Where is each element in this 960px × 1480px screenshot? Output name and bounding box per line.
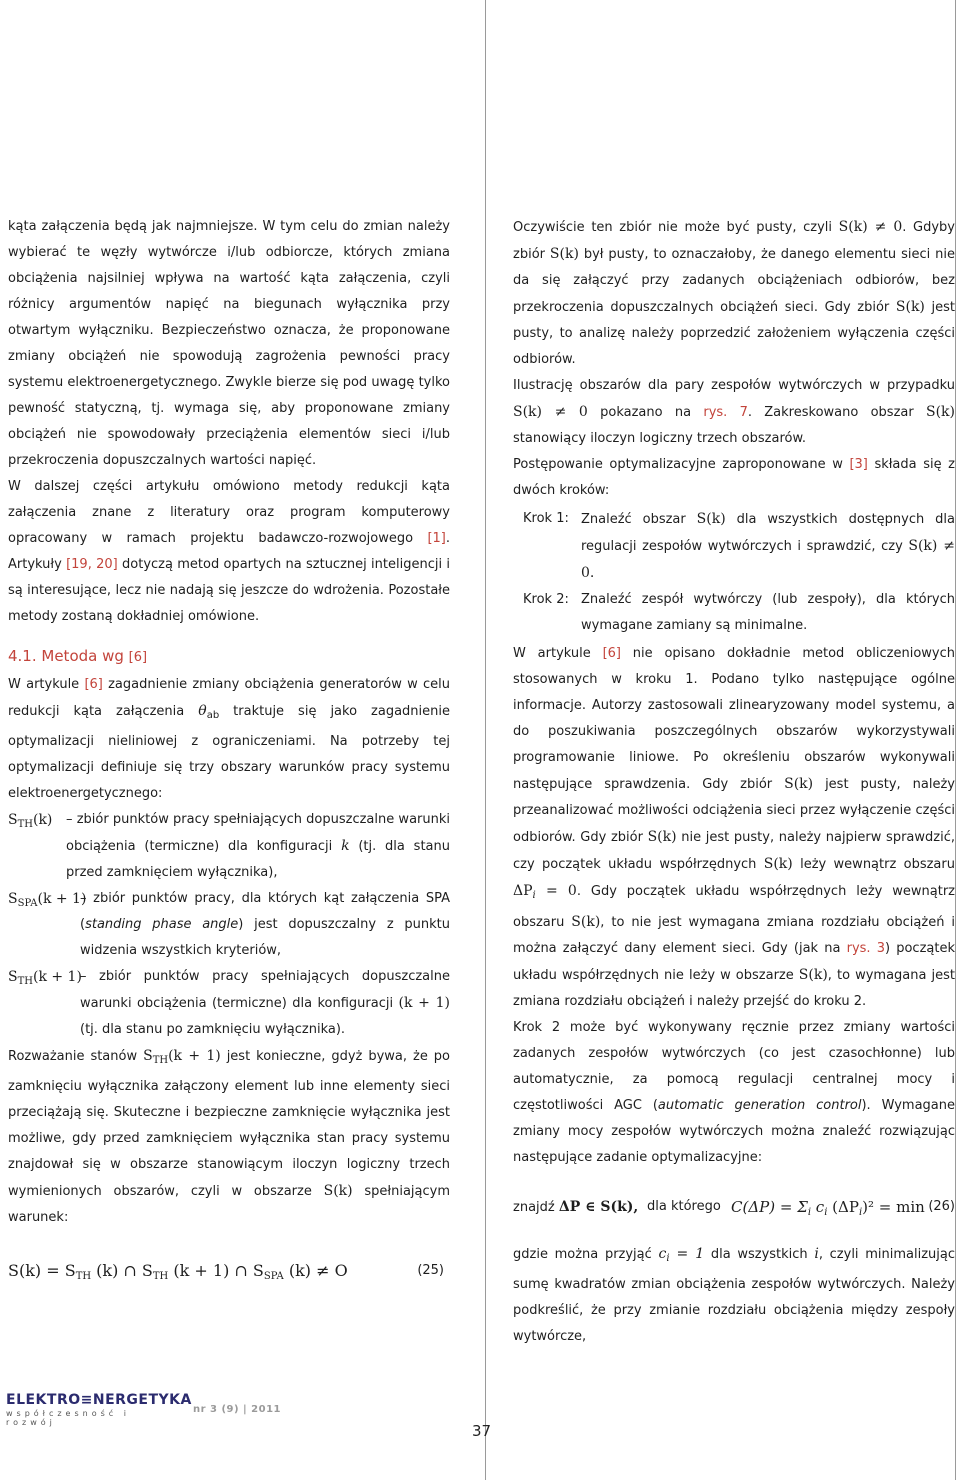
step-2: Krok 2: Znaleźć zespół wytwórczy (lub zespoły), dla których wymagane zamiany są minimalne. [523, 592, 955, 633]
paragraph-r2: Ilustrację obszarów dla pary zespołów wytwórczych w przypadku S(k) ≠ 0 pokazano na rys. 7. Zakreskowano obszar S(k) stanowiący iloczyn logiczny trzech obszarów. [513, 378, 955, 446]
definition-sth-k: $S_{TH}(k)$ – zbiór punktów pracy spełniających dopuszczalne warunki obciążenia (termiczne) dla konfiguracji k (tj. dla stanu przed zamknięciem wyłącznika), [8, 812, 450, 880]
steps-list [513, 506, 955, 639]
citation-link[interactable]: [19, 20] [66, 557, 118, 572]
column-rule-left [485, 0, 486, 1480]
figure-link[interactable]: rys. 7 [703, 405, 748, 420]
equation-number: (26) [928, 1199, 955, 1214]
definition-sth-k1: $S_{TH}(k + 1)$ – zbiór punktów pracy spełniających dopuszczalne warunki obciążenia (termiczne) dla konfiguracji (k + 1) (tj. dla stanu po zamknięciu wyłącznika). [8, 969, 450, 1037]
paragraph-3: W artykule [6] zagadnienie zmiany obciążenia generatorów w celu redukcji kąta załączenia $\theta_{ab}$ traktuje się jako zagadnienie optymalizacji nieliniowej z ograniczeniami. Na potrzeby tej optymalizacji definiuje się trzy obszary warunków pracy systemu elektroenergetycznego: [8, 677, 450, 801]
definition-sspa: $S_{SPA}(k + 1)$ – zbiór punktów pracy, dla których kąt załączenia SPA (standing phase angle) jest dopuszczalny z punktu widzenia wszystkich kryteriów, [8, 891, 450, 958]
equation-number: (25) [417, 1263, 444, 1278]
paragraph-r3: Postępowanie optymalizacyjne zaproponowane w [3] składa się z dwóch kroków: [513, 457, 955, 498]
equation-26: znajdź ΔP ∈ S(k), dla którego $C(\Delta P) = \Sigma_i$ $c_i$ $(\Delta P_i)^2 = \min$ (26) [513, 1177, 955, 1237]
citation-link[interactable]: [1] [427, 531, 446, 546]
paragraph-r1: Oczywiście ten zbiór nie może być pusty, czyli S(k) ≠ 0. Gdyby zbiór S(k) był pusty, to oznaczałoby, że danego elementu sieci nie da się załączyć przy zadanych obciążeniach odbiorów, bez przekroczenia dopuszczalnych obciążeń sieci. Gdy zbiór S(k) jest pusty, to analizę należy poprzedzić założeniem wyłączenia części odbiorów. [513, 219, 955, 367]
paragraph-1: kąta załączenia będą jak najmniejsze. W tym celu do zmian należy wybierać te węzły wytwórcze i/lub odbiorcze, których zmiana obciążenia najsilniej wpływa na wartość kąta załączenia, czyli różnicy argumentów napięć na biegunach wyłącznika przy otwartym wyłączniku. Bezpieczeństwo oznacza, że proponowane zmiany obciążeń nie spowodują zagrożenia pewności pracy systemu elektroenergetycznego. Zwykle bierze się pod uwagę tylko pewność statyczną, tj. wymaga się, aby proponowane zmiany obciążeń nie spowodowały przeciążenia elementów sieci i/lub przekroczenia dopuszczalnych wartości napięć. [8, 219, 450, 468]
section-heading: 4.1. Metoda wg [6] [8, 647, 148, 665]
step-1: Krok 1: Znaleźć obszar S(k) dla wszystkich dostępnych dla regulacji zespołów wytwórczych i sprawdzić, czy S(k) ≠ 0. [523, 511, 956, 581]
equation-25: $S(k) = S_{TH}$ (k) ∩ $S_{TH}$ (k + 1) ∩ $S_{SPA}$ (k) ≠ O (25) [8, 1245, 450, 1297]
citation-link[interactable]: [6] [602, 646, 621, 661]
paragraph-r4: W artykule [6] nie opisano dokładnie metod obliczeniowych stosowanych w kroku 1. Podano tylko następujące ogólne informacje. Autorzy zastosowali zlinearyzowany model systemu, a do poszukiwania poszczególnych obszarów wykorzystywali programowanie liniowe. Po określeniu obszarów wykonywali następujące sprawdzenia. Gdy zbiór S(k) jest pusty, należy przeanalizować możliwości odciążenia sieci przez wyłączenie części odbiorów. Gdy zbiór S(k) nie jest pusty, należy najpierw sprawdzić, czy początek układu współrzędnych S(k) leży wewnątrz obszaru $\Delta P_i = 0$. Gdy początek układu współrzędnych leży wewnątrz obszaru S(k), to nie jest wymagana zmiana rozdziału obciążeń i można załączyć dany element sieci. Gdy (jak na rys. 3) początek układu współrzędnych nie leży w obszarze S(k), to wymagana jest zmiana rozdziału obciążeń i należy przejść do kroku 2. [513, 646, 956, 1009]
citation-link[interactable]: [6] [128, 650, 148, 665]
paragraph-r6: gdzie można przyjąć $c_i = 1$ dla wszystkich i, czyli minimalizując sumę kwadratów zmian obciążenia zespołów wytwórczych. Należy podkreślić, że przy zmianie rozdziału obciążenia między zespoły wytwórcze, [513, 1246, 955, 1344]
paragraph-2: W dalszej części artykułu omówiono metody redukcji kąta załączenia znane z literatury oraz program komputerowy opracowany w ramach projektu badawczo-rozwojowego [1]. Artykuły [19, 20] dotyczą metod opartych na sztucznej inteligencji i są interesujące, lecz nie nadają się jeszcze do wdrożenia. Pozostałe metody zostaną dokładniej omówione. [8, 479, 450, 624]
left-column [8, 214, 450, 1297]
journal-logo: ELEKTRO≡NERGETYKA współczesność i rozwój [6, 1392, 192, 1427]
issue-label: nr 3 (9) | 2011 [193, 1404, 282, 1415]
citation-link[interactable]: [6] [84, 677, 103, 692]
paragraph-4: Rozważanie stanów $S_{TH}(k + 1)$ jest konieczne, gdyż bywa, że po zamknięciu wyłącznika załączony element lub inne elementy sieci przeciążają się. Skuteczne i bezpieczne zamknięcie wyłącznika jest możliwe, gdy przed zamknięciem wyłącznika stan pracy systemu znajdował się w obszarze stanowiącym iloczyn logiczny trzech wymienionych obszarów, czyli w obszarze S(k) spełniającym warunek: [8, 1048, 451, 1225]
paragraph-r5: Krok 2 może być wykonywany ręcznie przez zmiany wartości zadanych zespołów wytwórczych (co jest czasochłonne) lub automatycznie, za pomocą regulacji centralnej mocy i częstotliwości AGC (automatic generation control). Wymagane zmiany mocy zespołów wytwórczych można znaleźć rozwiązując następujące zadanie optymalizacyjne: [513, 1020, 955, 1165]
right-column [513, 214, 955, 1350]
column-rule-right [955, 0, 956, 1480]
figure-link[interactable]: rys. 3 [846, 941, 885, 956]
page-number: 37 [472, 1422, 492, 1440]
citation-link[interactable]: [3] [849, 457, 868, 472]
